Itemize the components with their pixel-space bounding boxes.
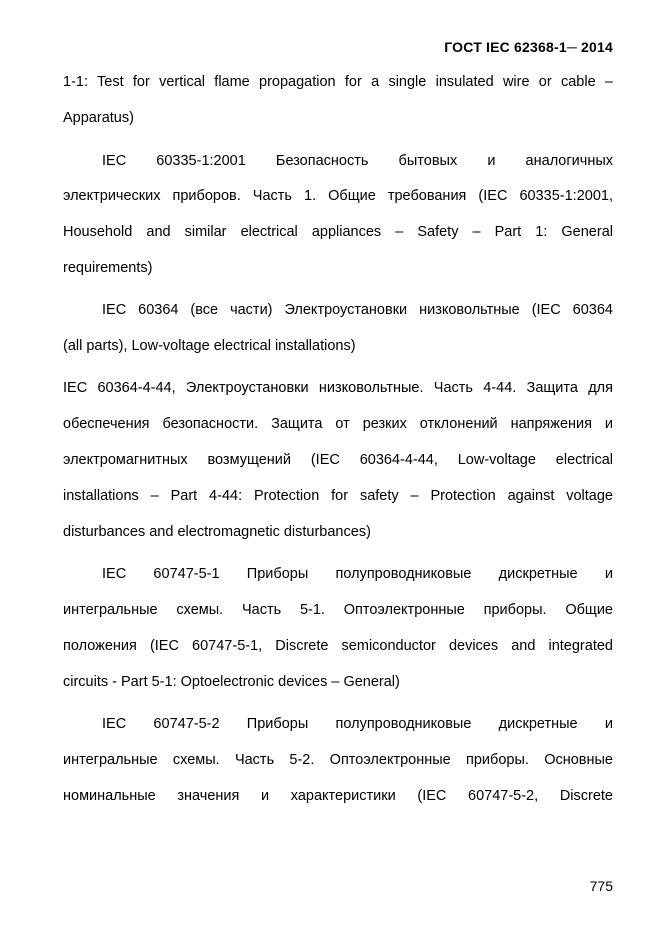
text-line: интегральные схемы. Часть 5-1. Оптоэлектронные приборы. Общие [63,602,613,618]
text-line: IEC 60364 (все части) Электроустановки низковольтные (IEC 60364 [102,302,613,318]
text-line: IEC 60335-1:2001 Безопасность бытовых и аналогичных [102,153,613,169]
text-line: disturbances and electromagnetic disturbances) [63,524,371,540]
page-number: 775 [589,878,613,894]
text-line: (all parts), Low-voltage electrical installations) [63,338,356,354]
text-line: IEC 60747-5-1 Приборы полупроводниковые дискретные и [102,566,613,582]
text-line: Apparatus) [63,110,134,126]
text-line: интегральные схемы. Часть 5-2. Оптоэлектронные приборы. Основные [63,752,613,768]
text-line: положения (IEC 60747-5-1, Discrete semiconductor devices and integrated [63,638,613,654]
text-line: IEC 60747-5-2 Приборы полупроводниковые дискретные и [102,716,613,732]
text-line: installations – Part 4-44: Protection for safety – Protection against voltage [63,488,613,504]
text-line: электромагнитных возмущений (IEC 60364-4-44, Low-voltage electrical [63,452,613,468]
text-line: Household and similar electrical appliances – Safety – Part 1: General [63,224,613,240]
text-line: circuits - Part 5-1: Optoelectronic devices – General) [63,674,400,690]
text-line: номинальные значения и характеристики (IEC 60747-5-2, Discrete [63,788,613,804]
standard-header: ГОСТ IEC 62368-1─ 2014 [444,39,613,55]
text-line: requirements) [63,260,153,276]
text-line: IEC 60364-4-44, Электроустановки низковольтные. Часть 4-44. Защита для [63,380,613,396]
text-line: обеспечения безопасности. Защита от резких отклонений напряжения и [63,416,613,432]
text-line: 1-1: Test for vertical flame propagation for a single insulated wire or cable – [63,74,613,90]
text-line: электрических приборов. Часть 1. Общие требования (IEC 60335-1:2001, [63,188,613,204]
